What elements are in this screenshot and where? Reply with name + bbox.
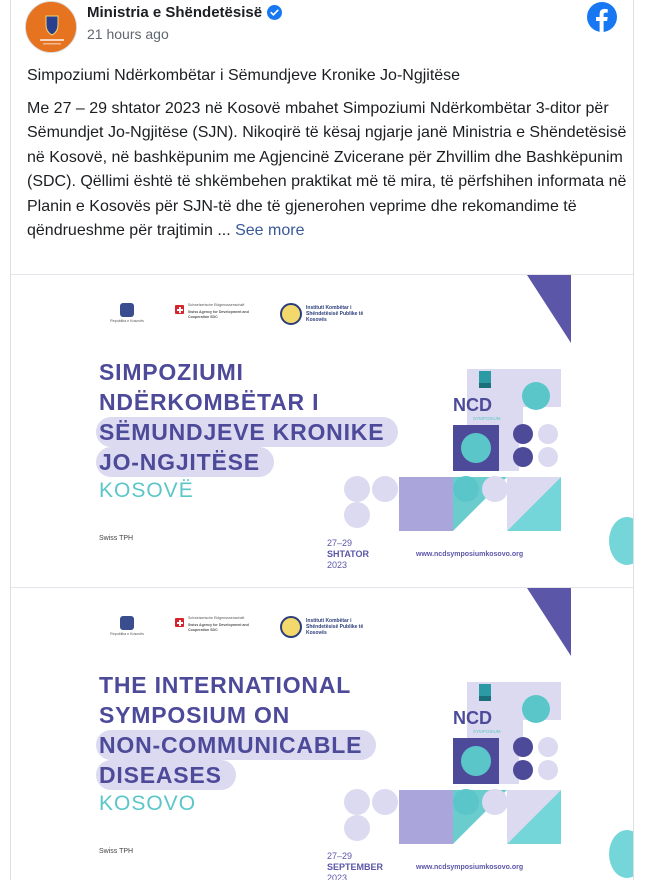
ncd-geometric-graphic bbox=[331, 588, 634, 880]
facebook-logo-icon[interactable] bbox=[587, 2, 617, 32]
headline-line: NON-COMMUNICABLE bbox=[96, 730, 376, 760]
headline-line: SËMUNDJEVE KRONIKE bbox=[96, 417, 398, 447]
headline-line: SIMPOZIUMI bbox=[99, 359, 244, 385]
post-body bbox=[27, 97, 627, 244]
event-url: www.ncdsymposiumkosovo.org bbox=[416, 551, 524, 558]
event-url: www.ncdsymposiumkosovo.org bbox=[416, 864, 524, 871]
iksh-logo: Instituti Kombëtar i Shëndetësisë Publike të Kosovës bbox=[280, 616, 374, 638]
event-dates: 27–29 SHTATOR 2023 bbox=[327, 538, 369, 570]
iksh-seal-icon bbox=[280, 303, 302, 325]
ncd-geometric-graphic bbox=[331, 275, 634, 581]
swiss-flag-icon bbox=[175, 305, 184, 314]
swiss-flag-icon bbox=[175, 618, 184, 627]
facebook-post bbox=[10, 0, 634, 880]
kosovo-emblem-icon bbox=[120, 616, 134, 630]
headline-line: DISEASES bbox=[96, 760, 236, 790]
headline-line: SYMPOSIUM ON bbox=[99, 702, 291, 728]
post-text bbox=[27, 64, 627, 244]
ncd-badge: NCD bbox=[453, 708, 492, 728]
swisstph-logo: Swiss TPH bbox=[99, 848, 134, 855]
sdc-logo: Schweizerische Eidgenossenschaft Swiss Agency for Development and Cooperation SDC bbox=[175, 616, 258, 632]
headline-line: JO-NGJITËSE bbox=[96, 447, 274, 477]
page-avatar[interactable] bbox=[25, 1, 77, 53]
post-image-english[interactable] bbox=[11, 587, 634, 880]
ncd-badge-sub: SYMPOSIUM bbox=[473, 416, 501, 421]
ncd-badge: NCD bbox=[453, 395, 492, 415]
iksh-logo: Instituti Kombëtar i Shëndetësisë Publike të Kosovës bbox=[280, 303, 374, 325]
post-header bbox=[11, 0, 633, 56]
post-body-text: Me 27 – 29 shtator 2023 në Kosovë mbahet Simpoziumi Ndërkombëtar 3-ditor për Sëmundjet Jo-Ngjitëse (SJN). Nikoqirë të kësaj ngjarje janë Ministria e Shëndetësisë në Kosovë, në bashkëpunim me Agjencinë Zvicerane për Zhvillim dhe Bashkëpunim (SDC). Qëllimi është të shkëmbehen praktikat më të mira, të përfshihen informata në Planin e Kosovës për SJN-të dhe të gjenerohen veprime dhe rekomandime të qëndrueshme për trajtimin ... bbox=[27, 99, 627, 239]
verified-badge-icon bbox=[267, 5, 282, 20]
page-name-text[interactable]: Ministria e Shëndetësisë bbox=[87, 4, 263, 21]
ministry-logo-icon bbox=[26, 2, 77, 53]
iksh-seal-icon bbox=[280, 616, 302, 638]
headline-place: KOSOVË bbox=[99, 479, 194, 502]
see-more-link[interactable]: See more bbox=[235, 222, 305, 239]
headline-line: THE INTERNATIONAL bbox=[99, 672, 352, 698]
page-name[interactable] bbox=[87, 4, 282, 21]
post-image-albanian[interactable] bbox=[11, 274, 634, 581]
kosovo-logo: Republika e Kosovës bbox=[101, 303, 153, 323]
kosovo-emblem-icon bbox=[120, 303, 134, 317]
sdc-logo: Schweizerische Eidgenossenschaft Swiss Agency for Development and Cooperation SDC bbox=[175, 303, 258, 319]
post-timestamp[interactable]: 21 hours ago bbox=[87, 26, 169, 42]
swisstph-logo: Swiss TPH bbox=[99, 535, 134, 542]
ncd-badge-sub: SYMPOSIUM bbox=[473, 729, 501, 734]
kosovo-logo: Republika e Kosovës bbox=[101, 616, 153, 636]
headline-line: NDËRKOMBËTAR I bbox=[99, 389, 320, 415]
event-dates: 27–29 SEPTEMBER 2023 bbox=[327, 851, 384, 880]
post-title: Simpoziumi Ndërkombëtar i Sëmundjeve Kronike Jo-Ngjitëse bbox=[27, 67, 461, 84]
headline-place: KOSOVO bbox=[99, 792, 197, 815]
